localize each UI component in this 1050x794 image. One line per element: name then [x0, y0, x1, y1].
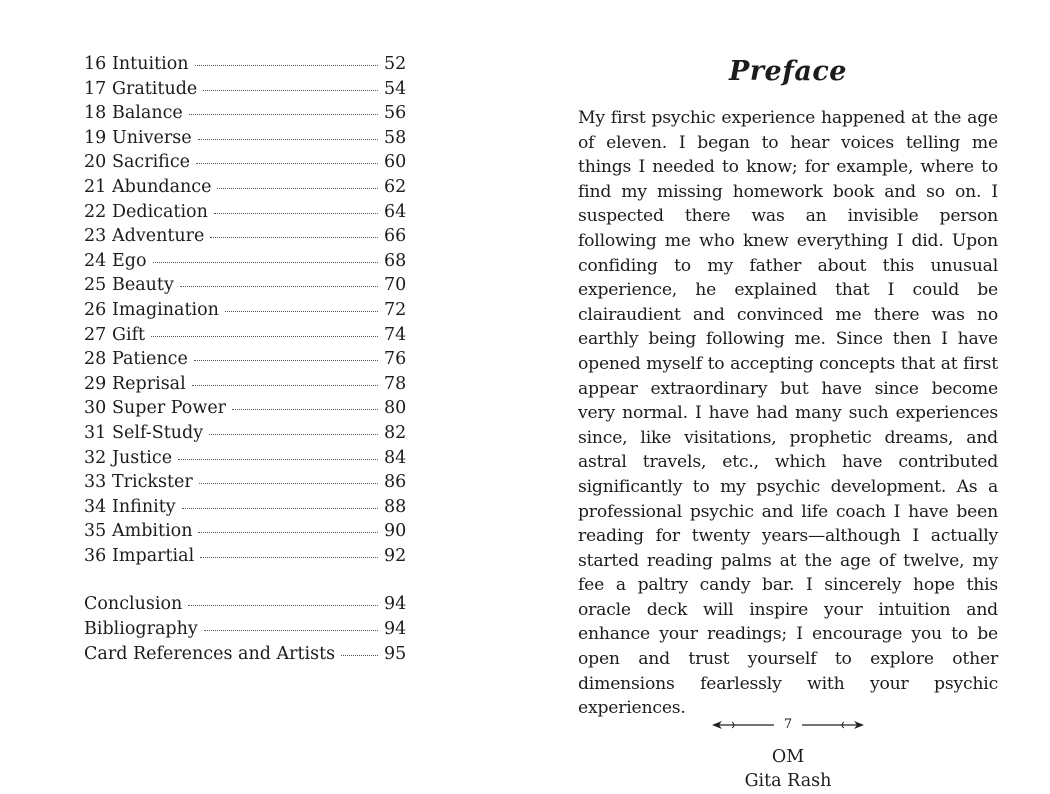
toc-entry-number: 31	[84, 422, 107, 443]
toc-entry	[84, 642, 407, 667]
toc-entry-page: 54	[384, 78, 407, 99]
toc-entry	[84, 77, 407, 102]
toc-entry-page: 60	[384, 152, 407, 173]
toc-entry	[84, 347, 407, 372]
toc-entry-number: 16	[84, 54, 107, 74]
toc-entry-number: 34	[84, 496, 107, 517]
toc-entry-page: 64	[384, 201, 407, 222]
toc-leader-dots	[341, 654, 378, 656]
toc-leader-dots	[203, 89, 378, 91]
toc-entry	[84, 519, 407, 544]
toc-entry	[84, 101, 407, 126]
toc-entry-page: 74	[384, 324, 407, 345]
toc-leader-dots	[189, 113, 378, 115]
toc-entry-number: 22	[84, 201, 107, 222]
table-of-contents	[84, 52, 407, 666]
toc-leader-dots	[151, 335, 378, 337]
toc-entry-title: Gratitude	[112, 78, 198, 99]
toc-leader-dots	[209, 433, 378, 435]
toc-leader-dots	[188, 604, 378, 606]
toc-leader-dots	[192, 384, 378, 386]
toc-leader-dots	[200, 556, 378, 558]
toc-entry-page: 88	[384, 496, 407, 517]
signoff	[578, 745, 998, 794]
toc-entry-number: 23	[84, 226, 107, 247]
toc-entry-title: Bibliography	[84, 619, 198, 640]
toc-entry-page: 86	[384, 472, 407, 493]
toc-leader-dots	[232, 408, 378, 410]
toc-entry	[84, 396, 407, 421]
toc-entry-number: 26	[84, 299, 107, 320]
toc-entry	[84, 446, 407, 471]
toc-entry-page: 95	[384, 643, 407, 664]
preface-section	[578, 48, 998, 794]
toc-entry-page: 94	[384, 619, 407, 640]
left-arrow-flourish-icon	[710, 719, 776, 731]
toc-leader-dots	[178, 458, 378, 460]
toc-leader-dots	[198, 138, 378, 140]
toc-entry-title: Reprisal	[112, 373, 186, 394]
toc-entry	[84, 617, 407, 642]
toc-entry	[84, 200, 407, 225]
toc-entry	[84, 544, 407, 569]
toc-entry-title: Beauty	[112, 275, 174, 296]
toc-entry-title: Gift	[112, 324, 146, 345]
toc-entry-title: Self-Study	[112, 422, 204, 443]
toc-entry	[84, 150, 407, 175]
toc-entry-number: 27	[84, 324, 107, 345]
toc-entry-title: Intuition	[112, 54, 189, 74]
toc-entry	[84, 224, 407, 249]
toc-entry-number: 29	[84, 373, 107, 394]
toc-entry-title: Universe	[112, 127, 192, 148]
toc-entry-page: 56	[384, 103, 407, 124]
toc-entry-number: 32	[84, 447, 107, 468]
toc-entry-title: Trickster	[112, 472, 193, 493]
signoff-om: OM	[771, 746, 805, 767]
right-arrow-flourish-icon	[800, 719, 866, 731]
toc-leader-dots	[195, 64, 378, 66]
toc-entry-title: Sacrifice	[112, 152, 191, 173]
toc-entry-title: Balance	[112, 103, 183, 124]
toc-entry-title: Adventure	[112, 226, 205, 247]
toc-entry-page: 68	[384, 250, 407, 271]
preface-body: My first psychic experience happened at the age of eleven. I began to hear voices telling me things I needed to know; for example, where to find my missing homework book and so on. I suspected there was an invisible person following me who knew everything I did. Upon confiding to my father about this unusual experience, he explained that I could be clairaudient and convinced me there was no earthly being following me. Since then I have opened myself to accepting concepts that at first appear extraordinary but have since become very normal. I have had many such experiences since, like visitations, prophetic dreams, and astral travels, etc., which have contributed significantly to my psychic development. As a professional psychic and life coach I have been reading for twenty years—although I actually started reading palms at the age of twelve, my fee a paltry candy bar. I sincerely hope this oracle deck will inspire your intuition and enhance your readings; I encourage you to be open and trust yourself to explore other dimensions fearlessly with your psychic experiences.	[578, 108, 998, 719]
toc-entry-page: 78	[384, 373, 407, 394]
toc-entry-number: 19	[84, 127, 107, 148]
toc-entry-number: 33	[84, 472, 107, 493]
toc-leader-dots	[153, 261, 378, 263]
toc-leader-dots	[182, 507, 378, 509]
toc-entry	[84, 421, 407, 446]
toc-entry-page: 94	[384, 594, 407, 615]
toc-leader-dots	[198, 531, 378, 533]
toc-entry	[84, 323, 407, 348]
toc-entry-page: 58	[384, 127, 407, 148]
toc-entry-title: Patience	[112, 349, 188, 370]
toc-entry	[84, 175, 407, 200]
toc-entry-page: 62	[384, 176, 407, 197]
toc-leader-dots	[225, 310, 378, 312]
page-number: 7	[783, 717, 793, 732]
toc-entry-number: 20	[84, 152, 107, 173]
toc-entry-number: 21	[84, 176, 107, 197]
toc-entry	[84, 592, 407, 617]
toc-entry-number: 30	[84, 398, 107, 419]
page-folio	[708, 714, 868, 736]
toc-entry-page: 80	[384, 398, 407, 419]
toc-entry-number: 18	[84, 103, 107, 124]
toc-entry-number: 24	[84, 250, 107, 271]
toc-entry-number: 35	[84, 521, 107, 542]
toc-entry-page: 72	[384, 299, 407, 320]
toc-entry-number: 36	[84, 545, 107, 566]
toc-entry-title: Ego	[112, 250, 147, 271]
toc-entry-title: Imagination	[112, 299, 219, 320]
toc-entry	[84, 495, 407, 520]
toc-leader-dots	[214, 212, 378, 214]
toc-entry-title: Abundance	[112, 176, 212, 197]
toc-entry-title: Super Power	[112, 398, 227, 419]
toc-entry-number: 28	[84, 349, 107, 370]
toc-leader-dots	[180, 285, 378, 287]
toc-entry-page: 82	[384, 422, 407, 443]
signoff-author: Gita Rash	[744, 771, 832, 792]
toc-leader-dots	[199, 482, 378, 484]
toc-leader-dots	[217, 187, 378, 189]
toc-entry-page: 66	[384, 226, 407, 247]
toc-entry-title: Conclusion	[84, 594, 183, 615]
toc-spacer	[84, 568, 404, 592]
toc-entry-page: 90	[384, 521, 407, 542]
toc-entry	[84, 298, 407, 323]
toc-entry	[84, 273, 407, 298]
toc-entry	[84, 249, 407, 274]
toc-entry-number: 25	[84, 275, 107, 296]
preface-title: Preface	[729, 56, 847, 87]
toc-entry-page: 92	[384, 545, 407, 566]
toc-leader-dots	[210, 236, 378, 238]
toc-entry-page: 76	[384, 349, 407, 370]
toc-entry-title: Infinity	[112, 496, 176, 517]
toc-entry-title: Ambition	[112, 521, 193, 542]
toc-entry-title: Justice	[112, 447, 173, 468]
toc-entry-page: 84	[384, 447, 407, 468]
toc-entry-title: Impartial	[112, 545, 195, 566]
toc-leader-dots	[194, 359, 378, 361]
toc-leader-dots	[196, 162, 378, 164]
toc-entry	[84, 372, 407, 397]
toc-entry-page: 70	[384, 275, 407, 296]
toc-leader-dots	[204, 629, 378, 631]
toc-entry	[84, 470, 407, 495]
toc-entry-number: 17	[84, 78, 107, 99]
toc-entry-title: Dedication	[112, 201, 208, 222]
toc-entry	[84, 52, 407, 77]
toc-entry-page: 52	[384, 54, 407, 74]
toc-entry-title: Card References and Artists	[84, 643, 336, 664]
toc-entry	[84, 126, 407, 151]
